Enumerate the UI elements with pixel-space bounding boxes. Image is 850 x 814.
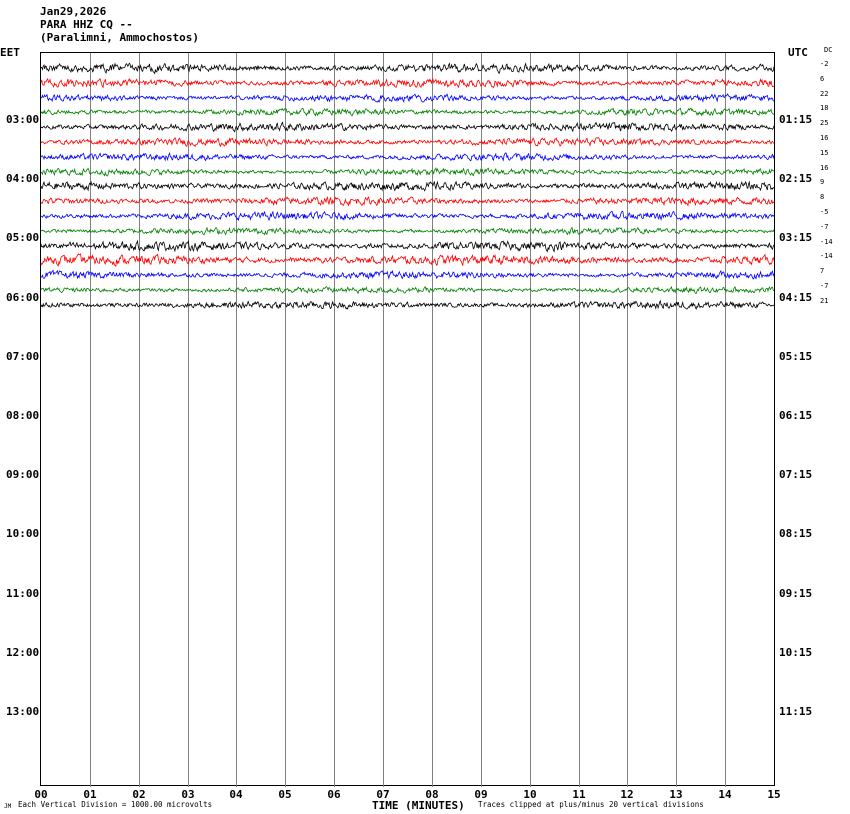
left-time-tick: 10:00 (6, 527, 40, 541)
header-station: PARA HHZ CQ -- (40, 18, 133, 31)
dc-value: 25 (820, 119, 829, 128)
left-time-tick: 08:00 (6, 409, 40, 422)
x-axis-tick: 09 (474, 788, 488, 801)
dc-value: -7 (820, 222, 829, 231)
header-location: (Paralimni, Ammochostos) (40, 31, 199, 44)
dc-value: -14 (820, 237, 833, 246)
dc-value: -7 (820, 282, 829, 290)
left-time-tick: 03:00 (6, 113, 40, 126)
right-time-tick: 11:15 (779, 705, 813, 718)
x-axis-tick: 10 (523, 788, 537, 801)
right-time-tick: 07:15 (779, 468, 813, 482)
dc-value: 8 (820, 193, 825, 202)
x-axis-tick: 11 (572, 788, 586, 801)
left-time-tick: 13:00 (6, 705, 40, 718)
header-date: Jan29,2026 (40, 5, 107, 18)
right-time-tick: 03:15 (779, 231, 813, 245)
x-axis-tick: 03 (181, 788, 195, 801)
left-timezone-label: EET (0, 46, 20, 59)
footer-clipping-note: Traces clipped at plus/minus 20 vertical divisions (478, 800, 704, 809)
x-axis-tick: 07 (376, 788, 390, 801)
x-axis-tick: 14 (718, 788, 732, 801)
dc-value: 15 (820, 148, 829, 157)
dc-value: 18 (820, 104, 829, 113)
x-axis-tick: 01 (83, 788, 97, 801)
x-axis-tick: 00 (34, 788, 48, 801)
right-time-tick: 01:15 (779, 113, 813, 126)
dc-value: 16 (820, 163, 829, 172)
footer-corner-mark: JM (4, 803, 12, 810)
x-axis-tick: 08 (425, 788, 439, 801)
right-time-tick: 05:15 (779, 349, 813, 363)
x-axis-tick: 06 (327, 788, 341, 801)
left-time-tick: 07:00 (6, 349, 40, 363)
left-time-tick: 04:00 (6, 172, 40, 186)
dc-value: 6 (820, 74, 825, 83)
x-axis-tick: 02 (132, 788, 146, 801)
x-axis-tick: 12 (620, 788, 634, 801)
x-axis-tick: 15 (767, 788, 781, 801)
x-axis-tick: 13 (669, 788, 683, 801)
right-timezone-label: UTC (788, 46, 808, 59)
left-time-tick: 09:00 (6, 468, 40, 482)
dc-value: 21 (820, 296, 829, 305)
left-time-tick: 06:00 (6, 290, 40, 304)
right-time-tick: 10:15 (779, 645, 813, 659)
dc-value: -2 (820, 60, 829, 68)
right-time-tick: 02:15 (779, 172, 813, 186)
x-axis-tick: 05 (278, 788, 292, 801)
right-time-tick: 08:15 (779, 527, 813, 541)
left-time-tick: 12:00 (6, 645, 40, 659)
right-time-tick: 09:15 (779, 586, 813, 600)
dc-value: 9 (820, 178, 825, 187)
seismic-trace (41, 292, 776, 318)
dc-value: -14 (820, 252, 833, 261)
x-axis-title: TIME (MINUTES) (372, 799, 465, 812)
dc-value: 16 (820, 134, 829, 142)
right-time-tick: 04:15 (779, 290, 813, 304)
dc-value: -5 (820, 208, 829, 216)
dc-value: 7 (820, 267, 825, 276)
footer-scale-note: Each Vertical Division = 1000.00 microvolts (18, 800, 213, 809)
dc-column-label: DC (824, 46, 833, 54)
right-time-tick: 06:15 (779, 409, 813, 422)
dc-value: 22 (820, 89, 829, 98)
left-time-tick: 11:00 (6, 586, 40, 600)
x-axis-tick: 04 (229, 788, 243, 801)
seismogram-plot-area (40, 52, 775, 786)
left-time-tick: 05:00 (6, 231, 40, 245)
